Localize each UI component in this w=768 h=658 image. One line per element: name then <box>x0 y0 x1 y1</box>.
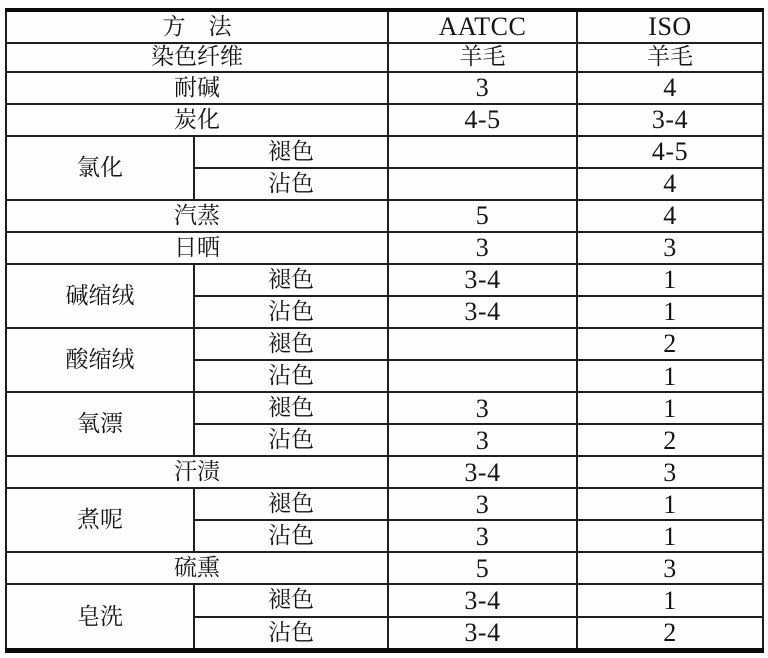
value-cell: 3-4 <box>388 456 577 488</box>
value-cell: 1 <box>577 360 763 392</box>
header-row <box>6 10 763 43</box>
header-cell: ISO <box>577 10 763 43</box>
table-row <box>6 584 763 616</box>
table-row <box>6 104 763 136</box>
table-row <box>6 232 763 264</box>
value-cell: 3 <box>577 456 763 488</box>
value-cell: 4-5 <box>577 136 763 168</box>
value-cell <box>388 328 577 360</box>
value-cell: 1 <box>577 296 763 328</box>
method-cell: 皂洗 <box>6 584 194 650</box>
value-cell: 4-5 <box>388 104 577 136</box>
header-cell: 羊毛 <box>577 43 763 72</box>
value-cell: 3 <box>577 552 763 584</box>
table-row <box>6 264 763 296</box>
method-cell: 耐碱 <box>6 72 388 104</box>
value-cell: 2 <box>577 617 763 651</box>
table-row <box>6 72 763 104</box>
subrow-label-cell: 褪色 <box>194 584 388 616</box>
table-body <box>6 10 763 651</box>
value-cell: 3 <box>388 72 577 104</box>
value-cell: 3 <box>388 232 577 264</box>
subrow-label-cell: 沾色 <box>194 617 388 651</box>
subrow-label-cell: 沾色 <box>194 360 388 392</box>
method-cell: 汗渍 <box>6 456 388 488</box>
subrow-label-cell: 褪色 <box>194 136 388 168</box>
header-cell: 羊毛 <box>388 43 577 72</box>
table-row <box>6 392 763 424</box>
method-cell: 酸缩绒 <box>6 328 194 392</box>
header-row <box>6 43 763 72</box>
method-cell: 炭化 <box>6 104 388 136</box>
value-cell: 3-4 <box>388 296 577 328</box>
value-cell: 1 <box>577 488 763 520</box>
value-cell <box>388 360 577 392</box>
subrow-label-cell: 褪色 <box>194 328 388 360</box>
value-cell: 4 <box>577 168 763 200</box>
table-row <box>6 136 763 168</box>
subrow-label-cell: 沾色 <box>194 296 388 328</box>
header-cell: 方 法 <box>6 10 388 43</box>
header-cell: 染色纤维 <box>6 43 388 72</box>
value-cell: 1 <box>577 520 763 552</box>
subrow-label-cell: 褪色 <box>194 488 388 520</box>
value-cell: 4 <box>577 72 763 104</box>
method-cell: 硫熏 <box>6 552 388 584</box>
value-cell <box>388 136 577 168</box>
value-cell: 3-4 <box>388 617 577 651</box>
subrow-label-cell: 沾色 <box>194 520 388 552</box>
table-row <box>6 328 763 360</box>
method-cell: 氯化 <box>6 136 194 200</box>
table-row <box>6 200 763 232</box>
method-cell: 氧漂 <box>6 392 194 456</box>
value-cell: 2 <box>577 328 763 360</box>
value-cell: 5 <box>388 200 577 232</box>
value-cell: 1 <box>577 584 763 616</box>
value-cell: 3 <box>577 232 763 264</box>
table-row <box>6 456 763 488</box>
value-cell: 3 <box>388 424 577 456</box>
table-row <box>6 552 763 584</box>
method-cell: 碱缩绒 <box>6 264 194 328</box>
value-cell: 3 <box>388 520 577 552</box>
value-cell: 1 <box>577 392 763 424</box>
method-cell: 煮呢 <box>6 488 194 552</box>
subrow-label-cell: 褪色 <box>194 392 388 424</box>
subrow-label-cell: 沾色 <box>194 424 388 456</box>
value-cell: 4 <box>577 200 763 232</box>
value-cell: 3-4 <box>577 104 763 136</box>
color-fastness-table <box>5 8 764 653</box>
value-cell: 3-4 <box>388 584 577 616</box>
method-cell: 日晒 <box>6 232 388 264</box>
method-cell: 汽蒸 <box>6 200 388 232</box>
table-row <box>6 488 763 520</box>
value-cell: 3-4 <box>388 264 577 296</box>
header-cell: AATCC <box>388 10 577 43</box>
value-cell: 5 <box>388 552 577 584</box>
value-cell: 3 <box>388 392 577 424</box>
value-cell <box>388 168 577 200</box>
value-cell: 1 <box>577 264 763 296</box>
subrow-label-cell: 沾色 <box>194 168 388 200</box>
value-cell: 3 <box>388 488 577 520</box>
value-cell: 2 <box>577 424 763 456</box>
subrow-label-cell: 褪色 <box>194 264 388 296</box>
